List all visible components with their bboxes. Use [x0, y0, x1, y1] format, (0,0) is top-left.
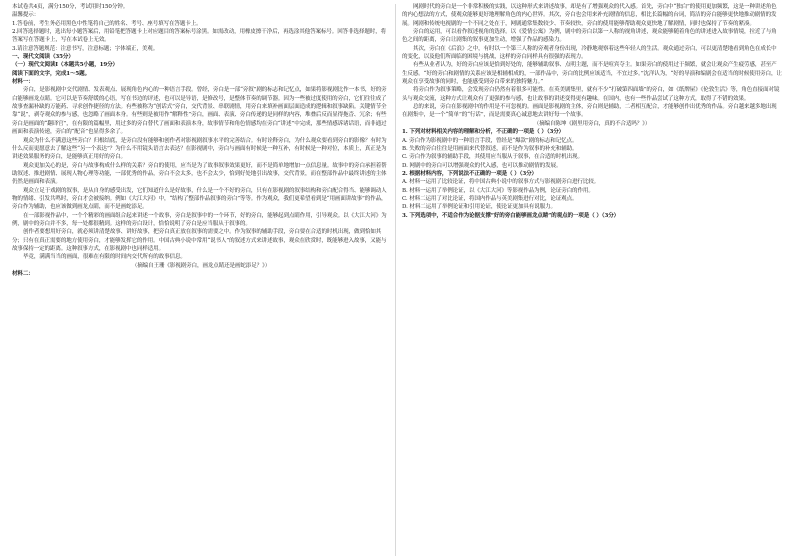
tip-item: 2.回答选择题时，选出每小题答案后，用铅笔把答题卡上对应题目的答案标号涂黑。如需改动，用橡皮擦干净后，再选涂其他答案标号。回答非选择题时，将答案写在答题卡上，写在本试卷上无效。: [12, 29, 387, 44]
answer-option: D. 材料二运用了举例论证和引用论证，使论证更加具有说服力。: [402, 204, 556, 211]
column-divider: [395, 4, 396, 556]
answer-option: C. 材料二运用了对比论证，将国内作品与英美剧集进行对比，论证观点。: [402, 195, 578, 202]
tip-item: 1.答卷前，考生务必用黑色中性笔将自己的姓名、考号、座号填写在答题卡上。: [12, 20, 202, 27]
passage-paragraph: 总的来说，旁白在影视剧中的作用是不可忽视的。画面是影视剧的主体，旁白则是辅助，二者相互配合，才能够创作出优秀的作品。旁白越来越多地出现在剧集中，是一个“简单”的“行话”，而是需要真心诚意地去讲好每一个故事。: [402, 104, 777, 119]
source-citation: （摘编自王珊《影视剧旁白，画龙点睛还是画蛇添足？》）: [131, 262, 271, 269]
passage-paragraph: 旁白的运用，可以看作叙述视角的选择。以《爱情公寓》为例，剧中的旁白以第一人称的视角讲述，观众能够随着角色的讲述进入故事情境，拉近了与角色之间的距离，旁白让剧集的叙事更加生动，增强了作品的感染力。: [402, 29, 777, 44]
passage-paragraph: 观众立足于戏剧的叙事，是从自身的感受出发，它们知道什么是好故事，什么是一个不好的旁白，只有在影视剧的叙事结构和旁白配合得当、能够调动人物的情绪、引发共鸣时，旁白才会被接纳。例如《大江大河》中，“结构了整部作品叙事的旁白”等等。作为观众，我们更希望看到是“用画面讲故事”的作品，旁白作为辅助，也应该做到画龙点睛，而不是画蛇添足。: [12, 187, 387, 211]
material-two-label: 材料二：: [12, 271, 34, 277]
question-stem: 3. 下列选项中，不适合作为论据支撑“好的旁白能够画龙点睛”的观点的一项是（ ）（3分）: [402, 212, 620, 219]
passage-paragraph: 在一部影视作品中，一个个精彩的画面组合起来讲述一个故事，旁白是叙事中的一个环节，好的旁白，能够起到点睛作用，引导观众。以《大江大河》为例，剧中的旁白并不多，每一处都很精到。这样的旁白设计，恰恰说明了旁白是应当服从于叙事的。: [12, 212, 387, 227]
passage-paragraph: 其次，旁白在《后浪》之中，有时以一个第三人称的旁观者身份出现，冷静地观察着这些年轻人的生活。观众通过旁白，可以更清楚地看到角色在成长中的变化，以及他们所面临的困境与挑战，这样的旁白同样具有很强的表现力。: [402, 45, 777, 61]
passage-paragraph: 有些从业者认为，好的旁白应该是恰到好处的，能够辅助叙事、点明主题，而不是喧宾夺主。如果旁白的使用过于频繁，就会让观众产生疲劳感，甚至产生反感。“好的旁白和剧情的关系应该是相辅相成的，一部作品中，旁白的比例应该适当，不宜过多。”沈洋认为，“好的导演和编剧会在适当的时候使用旁白，让观众在享受故事的同时，也能感受到旁白带来的独特魅力。”: [402, 62, 782, 86]
material-one-label: 材料一：: [12, 79, 34, 86]
question-stem: 1. 下列对材料相关内容的理解和分析，不正确的一项是（ ）（3分）: [402, 129, 565, 136]
question-stem: 2. 根据材料内容，下列说法不正确的一项是（ ）（3分）: [402, 170, 537, 177]
passage-paragraph: 旁白，是影视剧中交代剧情、发表观点、展现角色内心的一种语言手段。曾经，旁白是一部“旁叙”剧的标志和记忆点，如果将影视剧比作一本书，好的旁白能够画龙点睛。它可以是节奏舒缓的心语，写在书边的评述，也可以是导语，是修改号，是整体节奏的调节器。因为一些被过度使用的旁白，它们往往成了故事查漏补缺的万能药、寻求创作捷径的方法。有些被称为“创话式”旁白，交代背景、串联剧情，用旁白来填补画面层面造成的逻辑和叙事缺陷。关键情节全靠“说”，剥夺观众的参与感，也忽略了画面本身。有些则是被用作“解释性”旁白，画面、表演、旁白传递的是同样的内容，堆叠后反而显得拖沓、冗余；有些旁白是画面的“翻译官”，在有限的篇幅里，用过多的旁白替代了画面和表演本身，故事情节和角色情感均在旁白“讲述”中完成，那些情感诉诸话语，而非通过画面和表演传递，旁白的“配音”也显得多余了。: [12, 87, 387, 136]
tips-title: 温馨提示：: [12, 12, 40, 19]
answer-option: D. 网剧中的旁白可以增强观众的代入感，也可以推动剧情的发展。: [402, 162, 562, 169]
passage-paragraph: 将旁白作为叙事策略，会发现旁白仍然有着很多可能性。在英美剧集里，就有不少“打破第四面墙”的旁白，如《纸牌屋》《伦敦生活》等，角色直接面对镜头与观众交流，这种方式让观众有了更强的参与感，也让故事的讲述变得更有趣味。在国内，也有一些作品尝试了这种方式，取得了不错的效果。: [402, 87, 780, 102]
exam-info-line: 本试卷共4页，满分150分，考试用时150分钟。: [12, 4, 129, 10]
subsection-title: （一）现代文阅读Ⅰ（本题共5小题，19分）: [12, 62, 118, 69]
passage-paragraph: 观众为什么不满意这些旁白？归根结底，是旁白没有能够和创作者对影视剧叙事水平的完善结合。有时诠释旁白，为什么观众要看到旁白的影像？有时为什么反而更愿意去了解这些“另一个表达”？为什么不用镜头语言去表达？在影视剧中，旁白与画面有时候是一种互补，有时候是一种对位，本质上，真正是为讲述效果服务的旁白，是能够真正用好的旁白。: [12, 137, 387, 161]
answer-option: A. 旁白作为影视剧中的一种语言手段，曾经是“爆款”剧的标志和记忆点。: [402, 137, 578, 144]
passage-paragraph: 观众更加关心的是，旁白与故事构成什么样的关系？旁白的使用，应当是为了故事叙事效果更好，而不是简单地增加一点信息量。故事中的旁白承担着帮助叙述、推进剧情、展现人物心理等功能，一部优秀的作品，旁白不会太多，也不会太少，恰到好处地引出故事，交代背景，而在整部作品中最终讲述的主体仍然是画面和表演。: [12, 162, 387, 186]
right-column: [402, 3, 782, 220]
tip-item: 3.请注意答题规范：注意书写，注意标题；字体端正，美观。: [12, 45, 159, 52]
answer-option: C. 旁白作为叙事的辅助手段，其使用应当服从于叙事，在合适的时机出现。: [402, 154, 583, 161]
answer-option: A. 材料一运用了比较论证，将中国古典小说中的叙事方式与影视剧旁白进行比较。: [402, 179, 600, 186]
answer-option: B. 失败的旁白往往是用画面来代替叙述，而不是作为叙事的补充和辅助。: [402, 145, 578, 152]
reading-instruction: 阅读下面的文字，完成1～5题。: [12, 70, 91, 77]
passage-paragraph: 毕竟，满满当当的画面，很难在有限的时间内交代所有的故事信息。: [23, 254, 186, 261]
passage-paragraph: 创作者要想用好旁白，就必须讲清楚故事、讲好故事，把旁白真正放在叙事的需要之中。作为叙事的辅助手段，旁白要在合适的时机出现，做到恰如其分；只有在真正需要的地方使用旁白，才能够发挥它的作用。中国古典小说中常用“说书人”的叙述方式来讲述故事，观众在欣赏时，既能够进入故事，又能与故事保持一定的距离。这种叙事方式，在影视剧中也同样适用。: [12, 229, 387, 252]
left-column: [12, 3, 390, 278]
answer-option: B. 材料一运用了举例论证，以《大江大河》等影视作品为例，论证旁白的作用。: [402, 187, 594, 194]
section-title: 一、现代文阅读（35分）: [12, 54, 74, 61]
source-citation: （摘编自陈坤《剧里用旁白，真的不合适吗？》）: [533, 120, 651, 127]
passage-paragraph: 网剧时代的旁白是一个非常积极的实践，以这种形式来讲述故事，却是有了增强观众的代入感。首先，旁白中“独白”的使用更加频繁，这是一种讲述角色的内心想法的方式，使观众能够更好地理解角色的内心世界。其次，旁白也会用来补充剧情的信息，相比长篇幅的台词，简洁的旁白能够更快地推动剧情的发展。网剧和传统电视剧的一个不同之处在于，网剧通常集数较少、节奏较快，旁白的使用能够帮助观众更快地了解剧情，同时也保持了节奏的紧凑。: [402, 4, 777, 27]
